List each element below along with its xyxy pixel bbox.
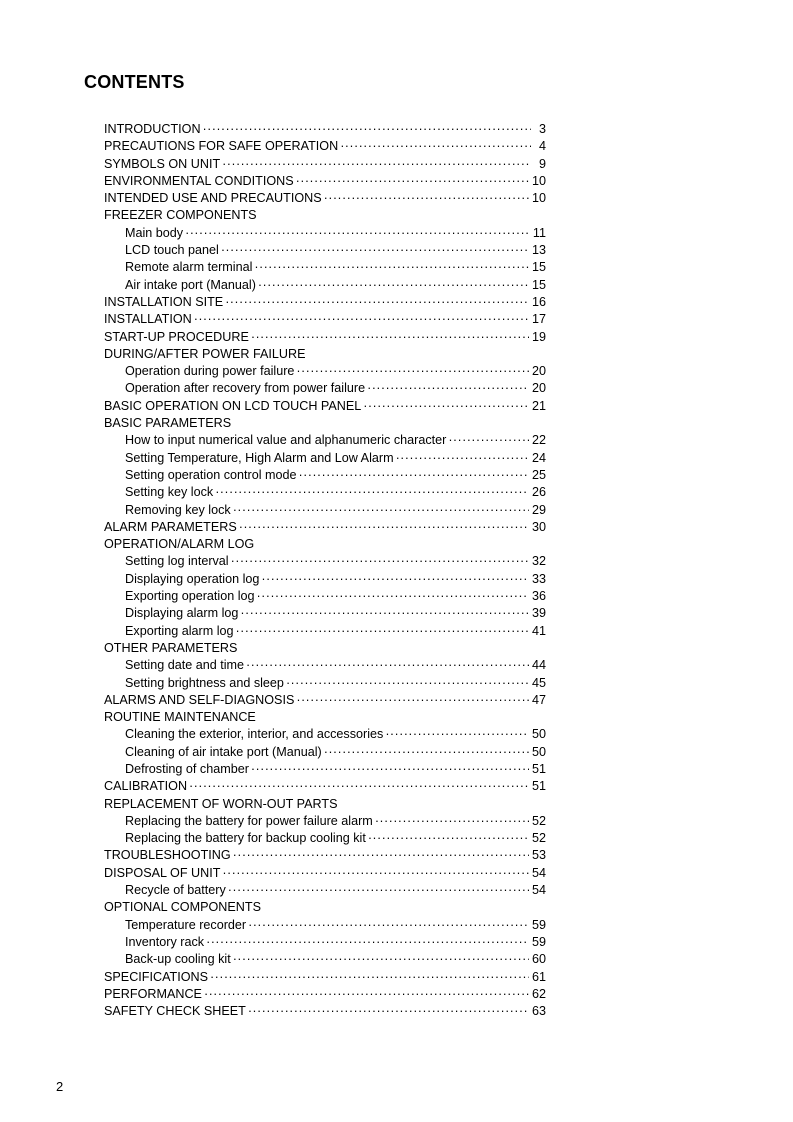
toc-leader-dots — [396, 450, 529, 467]
toc-leader-dots — [251, 329, 529, 346]
toc-entry-title: Recycle of battery — [125, 883, 226, 898]
toc-leader-dots — [233, 951, 529, 968]
toc-entry-title: Operation after recovery from power failure — [125, 381, 366, 396]
toc-leader-dots — [189, 778, 529, 795]
toc-entry-title: BASIC PARAMETERS — [104, 416, 232, 431]
toc-entry — [104, 536, 546, 553]
toc-entry-title: PERFORMANCE — [104, 986, 202, 1001]
toc-entry-title: Air intake port (Manual) — [125, 277, 256, 292]
toc-leader-dots — [204, 986, 529, 1003]
toc-leader-dots — [203, 121, 531, 138]
toc-leader-dots — [368, 830, 529, 847]
toc-entry-page: 24 — [531, 450, 546, 465]
toc-entry-page: 15 — [531, 277, 546, 292]
toc-entry-title: Setting date and time — [125, 658, 245, 673]
toc-leader-dots — [299, 467, 529, 484]
toc-entry-title: Cleaning the exterior, interior, and accessories — [125, 727, 384, 742]
toc-entry — [104, 934, 546, 951]
toc-entry — [104, 311, 546, 328]
toc-entry-title: ALARM PARAMETERS — [104, 519, 237, 534]
toc-entry-title: DURING/AFTER POWER FAILURE — [104, 346, 306, 361]
toc-entry-title: SPECIFICATIONS — [104, 969, 209, 984]
toc-entry — [104, 294, 546, 311]
toc-entry — [104, 502, 546, 519]
toc-entry-page: 53 — [531, 848, 546, 863]
toc-entry-page: 29 — [531, 502, 546, 517]
toc-entry-title: START-UP PROCEDURE — [104, 329, 249, 344]
toc-entry-title: INSTALLATION — [104, 312, 192, 327]
toc-entry-title: Exporting alarm log — [125, 623, 234, 638]
toc-entry-page: 59 — [531, 917, 546, 932]
toc-leader-dots — [375, 813, 529, 830]
toc-entry-title: Cleaning of air intake port (Manual) — [125, 744, 322, 759]
toc-entry — [104, 830, 546, 847]
toc-entry — [104, 432, 546, 449]
toc-entry-title: INTENDED USE AND PRECAUTIONS — [104, 191, 322, 206]
toc-entry — [104, 744, 546, 761]
toc-entry-title: Displaying alarm log — [125, 606, 239, 621]
toc-entry-title: OPTIONAL COMPONENTS — [104, 900, 261, 915]
toc-entry — [104, 242, 546, 259]
toc-entry-title: Removing key lock — [125, 502, 231, 517]
toc-entry — [104, 778, 546, 795]
toc-entry-title: Inventory rack — [125, 934, 205, 949]
toc-leader-dots — [231, 553, 529, 570]
toc-entry-page: 51 — [531, 779, 546, 794]
toc-entry-title: Remote alarm terminal — [125, 260, 253, 275]
toc-leader-dots — [363, 398, 529, 415]
toc-entry-page: 41 — [531, 623, 546, 638]
toc-entry — [104, 709, 546, 726]
toc-entry-page: 15 — [531, 260, 546, 275]
toc-leader-dots — [248, 917, 529, 934]
toc-entry-title: Setting operation control mode — [125, 467, 297, 482]
toc-entry — [104, 121, 546, 138]
toc-leader-dots — [228, 882, 529, 899]
toc-entry — [104, 657, 546, 674]
page-number: 2 — [56, 1079, 64, 1094]
toc-entry-title: LCD touch panel — [125, 243, 219, 258]
toc-entry-title: Exporting operation log — [125, 589, 255, 604]
toc-leader-dots — [251, 761, 529, 778]
toc-entry-page: 39 — [531, 606, 546, 621]
toc-leader-dots — [239, 519, 529, 536]
toc-entry — [104, 605, 546, 622]
toc-leader-dots — [225, 294, 529, 311]
toc-entry-title: Setting brightness and sleep — [125, 675, 284, 690]
toc-entry-page: 20 — [531, 364, 546, 379]
toc-entry-title: FREEZER COMPONENTS — [104, 208, 257, 223]
toc-entry — [104, 553, 546, 570]
toc-entry — [104, 899, 546, 916]
toc-leader-dots — [261, 571, 529, 588]
toc-leader-dots — [257, 588, 529, 605]
toc-leader-dots — [236, 623, 529, 640]
toc-leader-dots — [222, 865, 529, 882]
toc-entry — [104, 847, 546, 864]
toc-entry-page: 47 — [531, 692, 546, 707]
toc-entry-title: INTRODUCTION — [104, 122, 201, 136]
toc-entry-page: 19 — [531, 329, 546, 344]
toc-entry — [104, 259, 546, 276]
toc-entry-title: How to input numerical value and alphanumeric character — [125, 433, 447, 448]
toc-entry-page: 30 — [531, 519, 546, 534]
toc-entry — [104, 346, 546, 363]
toc-entry-page: 59 — [531, 934, 546, 949]
toc-entry-page: 61 — [531, 969, 546, 984]
toc-entry-page: 25 — [531, 467, 546, 482]
toc-entry-page: 4 — [538, 139, 546, 154]
toc-leader-dots — [385, 726, 529, 743]
toc-entry-page: 45 — [531, 675, 546, 690]
toc-entry-title: Temperature recorder — [125, 917, 247, 932]
toc-entry-title: Displaying operation log — [125, 571, 260, 586]
toc-leader-dots — [324, 190, 529, 207]
toc-leader-dots — [448, 432, 529, 449]
toc-entry — [104, 623, 546, 640]
toc-entry — [104, 415, 546, 432]
toc-entry-title: REPLACEMENT OF WORN-OUT PARTS — [104, 796, 338, 811]
toc-entry — [104, 640, 546, 657]
toc-leader-dots — [233, 847, 529, 864]
toc-leader-dots — [194, 311, 529, 328]
toc-entry — [104, 380, 546, 397]
toc-entry-title: Setting Temperature, High Alarm and Low Alarm — [125, 450, 394, 465]
toc-entry-title: Main body — [125, 225, 184, 240]
toc-entry-page: 26 — [531, 485, 546, 500]
toc-entry-page: 63 — [531, 1004, 546, 1019]
toc-entry — [104, 951, 546, 968]
toc-entry-page: 10 — [531, 173, 546, 188]
toc-entry — [104, 225, 546, 242]
toc-entry — [104, 450, 546, 467]
toc-entry — [104, 329, 546, 346]
page-title: CONTENTS — [84, 72, 185, 92]
toc-entry-page: 54 — [531, 883, 546, 898]
toc-leader-dots — [233, 502, 529, 519]
toc-entry — [104, 190, 546, 207]
toc-entry-title: INSTALLATION SITE — [104, 294, 224, 309]
toc-leader-dots — [222, 156, 531, 173]
toc-entry — [104, 813, 546, 830]
toc-entry-page: 62 — [531, 986, 546, 1001]
table-of-contents — [104, 121, 546, 1020]
toc-entry — [104, 986, 546, 1003]
toc-leader-dots — [221, 242, 529, 259]
toc-entry-page: 16 — [531, 294, 546, 309]
toc-entry-page: 21 — [531, 398, 546, 413]
toc-entry — [104, 882, 546, 899]
toc-entry — [104, 726, 546, 743]
toc-entry — [104, 277, 546, 294]
toc-entry-title: SYMBOLS ON UNIT — [104, 156, 221, 171]
toc-entry-page: 52 — [531, 831, 546, 846]
toc-entry — [104, 1003, 546, 1020]
toc-entry — [104, 761, 546, 778]
toc-entry-title: BASIC OPERATION ON LCD TOUCH PANEL — [104, 398, 362, 413]
toc-entry — [104, 363, 546, 380]
toc-entry — [104, 207, 546, 224]
toc-entry — [104, 467, 546, 484]
toc-entry — [104, 796, 546, 813]
toc-leader-dots — [210, 969, 529, 986]
toc-entry-title: SAFETY CHECK SHEET — [104, 1004, 246, 1019]
toc-leader-dots — [286, 675, 529, 692]
toc-entry-page: 17 — [531, 312, 546, 327]
toc-entry-title: OPERATION/ALARM LOG — [104, 537, 255, 552]
toc-entry-page: 51 — [531, 761, 546, 776]
toc-entry — [104, 571, 546, 588]
toc-entry-title: ALARMS AND SELF-DIAGNOSIS — [104, 692, 295, 707]
toc-entry-page: 13 — [531, 243, 546, 258]
toc-leader-dots — [258, 277, 529, 294]
toc-entry-page: 22 — [531, 433, 546, 448]
toc-entry — [104, 969, 546, 986]
toc-entry-page: 10 — [531, 191, 546, 206]
toc-entry-title: Replacing the battery for backup cooling kit — [125, 831, 366, 846]
toc-entry — [104, 156, 546, 173]
toc-leader-dots — [248, 1003, 529, 1020]
toc-entry-page: 33 — [531, 571, 546, 586]
toc-entry-page: 50 — [531, 727, 546, 742]
toc-leader-dots — [215, 484, 529, 501]
toc-entry — [104, 398, 546, 415]
toc-leader-dots — [367, 380, 529, 397]
toc-entry — [104, 588, 546, 605]
toc-entry — [104, 692, 546, 709]
toc-leader-dots — [324, 744, 529, 761]
toc-entry — [104, 917, 546, 934]
toc-leader-dots — [296, 363, 529, 380]
toc-leader-dots — [296, 173, 529, 190]
toc-entry — [104, 519, 546, 536]
toc-entry-page: 32 — [531, 554, 546, 569]
toc-entry-page: 36 — [531, 589, 546, 604]
toc-entry-page: 54 — [531, 865, 546, 880]
toc-entry-title: CALIBRATION — [104, 779, 188, 794]
toc-entry-title: ROUTINE MAINTENANCE — [104, 710, 256, 725]
toc-entry-page: 44 — [531, 658, 546, 673]
toc-entry-page: 3 — [538, 122, 546, 136]
toc-entry-title: Setting key lock — [125, 485, 214, 500]
toc-entry — [104, 173, 546, 190]
toc-entry-title: Back-up cooling kit — [125, 952, 231, 967]
toc-leader-dots — [296, 692, 529, 709]
toc-entry-title: Defrosting of chamber — [125, 761, 249, 776]
toc-leader-dots — [240, 605, 529, 622]
toc-entry-page: 11 — [532, 225, 546, 240]
toc-entry-title: PRECAUTIONS FOR SAFE OPERATION — [104, 139, 339, 154]
toc-entry — [104, 138, 546, 155]
toc-entry — [104, 675, 546, 692]
toc-entry-title: Setting log interval — [125, 554, 229, 569]
toc-entry-page: 20 — [531, 381, 546, 396]
toc-entry-title: TROUBLESHOOTING — [104, 848, 231, 863]
toc-entry — [104, 484, 546, 501]
toc-entry-page: 9 — [538, 156, 546, 171]
toc-entry-page: 60 — [531, 952, 546, 967]
toc-leader-dots — [254, 259, 529, 276]
toc-leader-dots — [340, 138, 531, 155]
toc-entry-title: OTHER PARAMETERS — [104, 640, 238, 655]
toc-entry — [104, 865, 546, 882]
toc-leader-dots — [246, 657, 529, 674]
toc-entry-title: ENVIRONMENTAL CONDITIONS — [104, 173, 294, 188]
toc-leader-dots — [185, 225, 530, 242]
toc-entry-page: 50 — [531, 744, 546, 759]
toc-entry-title: Replacing the battery for power failure alarm — [125, 813, 373, 828]
toc-entry-title: Operation during power failure — [125, 364, 295, 379]
toc-leader-dots — [206, 934, 529, 951]
toc-entry-title: DISPOSAL OF UNIT — [104, 865, 221, 880]
toc-entry-page: 52 — [531, 813, 546, 828]
